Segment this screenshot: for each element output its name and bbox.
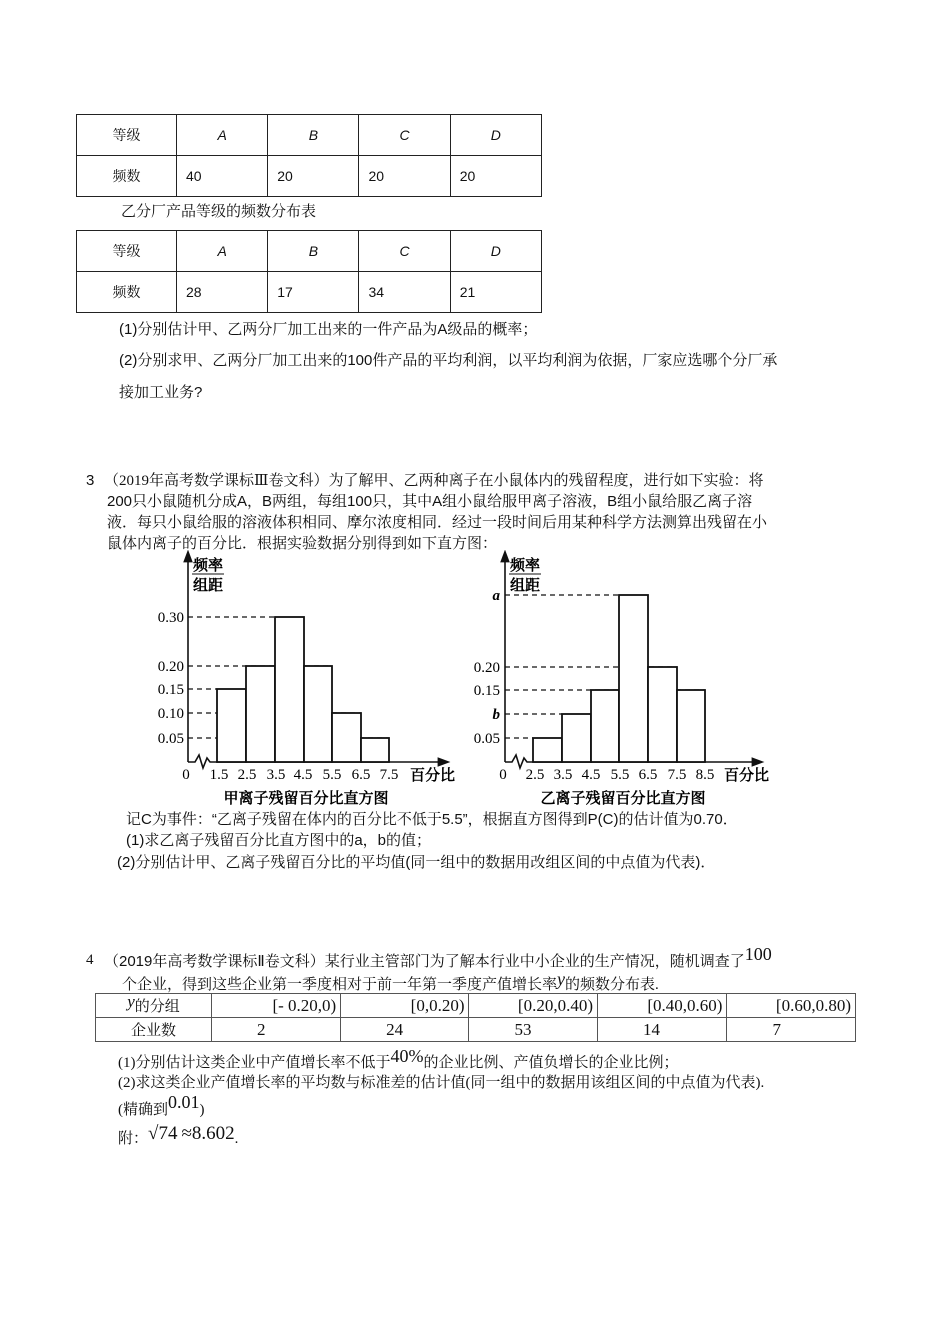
frequency-cell: 20 [450, 156, 541, 197]
row-label: 等级 [77, 115, 177, 156]
problem4-number: 4 [86, 952, 94, 968]
svg-text:5.5: 5.5 [610, 767, 630, 783]
group-cell: [0.60,0.80) [727, 994, 856, 1018]
frequency-cell: 17 [268, 272, 359, 313]
table-jia-grade-frequency [76, 114, 542, 197]
problem4-precision: (精确到0.01) [118, 1092, 205, 1118]
grade-cell: A [177, 115, 268, 156]
group-cell: [0.40,0.60) [597, 994, 726, 1018]
frequency-cell: 40 [177, 156, 268, 197]
svg-text:6.5: 6.5 [351, 767, 371, 783]
table-row [96, 994, 856, 1018]
header-label: y的分组 [96, 994, 212, 1018]
grade-cell: B [268, 115, 359, 156]
bar [304, 666, 332, 762]
bars [533, 595, 705, 762]
problem3-question-2: (2)分别估计甲、乙离子残留百分比的平均值(同一组中的数据用改组区间的中点值为代表)． [117, 854, 716, 871]
bar [648, 667, 677, 762]
frequency-cell: 28 [177, 272, 268, 313]
grade-cell: D [450, 231, 541, 272]
x-tick-labels [499, 767, 714, 783]
problem4-question-2: (2)求这类企业产值增长率的平均数与标准差的估计值(同一组中的数据用该组区间的中点值为代表). [118, 1075, 765, 1091]
svg-text:0.30: 0.30 [157, 610, 184, 626]
svg-text:0.15: 0.15 [157, 682, 184, 698]
svg-text:0.20: 0.20 [157, 659, 184, 675]
svg-text:7.5: 7.5 [379, 767, 399, 783]
y-tick-labels [474, 588, 501, 747]
x-tick-labels [182, 767, 398, 783]
problem3-line4: 鼠体内离子的百分比．根据实验数据分别得到如下直方图： [107, 535, 498, 552]
grade-cell: C [359, 231, 450, 272]
group-cell: [0,0.20) [341, 994, 469, 1018]
problem3-line1-text: 为了解甲、乙两种离子在小鼠体内的残留程度，进行如下实验：将 [328, 472, 764, 489]
table-row [77, 231, 542, 272]
percent-value: 40% [390, 1046, 424, 1066]
table-yi-grade-frequency [76, 230, 542, 313]
x-axis-label: 百分比 [724, 768, 770, 784]
y-tick-labels [158, 610, 184, 747]
bar [275, 617, 304, 762]
x-axis-label: 百分比 [410, 768, 456, 784]
precision-value: 0.01 [168, 1092, 200, 1112]
histogram-jia [140, 550, 470, 810]
problem4-source: （2019年高考数学课标Ⅱ卷文科） [104, 953, 325, 970]
grade-cell: D [450, 115, 541, 156]
table-row [77, 156, 542, 197]
svg-text:0.10: 0.10 [157, 706, 184, 722]
problem2-question-2-line1: (2)分别求甲、乙两分厂加工出来的100件产品的平均利润，以平均利润为依据，厂家应选哪个分厂承 [119, 352, 778, 369]
count-cell: 7 [727, 1018, 856, 1042]
bar [562, 714, 591, 762]
growth-rate-frequency-table [95, 993, 856, 1042]
problem4-question-1: (1)分别估计这类企业中产值增长率不低于40%的企业比例、产值负增长的企业比例； [118, 1046, 679, 1071]
problem3-line2: 200只小鼠随机分成A，B两组，每组100只，其中A组小鼠给服甲离子溶液，B组小鼠给服乙离子溶 [107, 493, 753, 510]
problem4-appendix: 附：√74 ≈8.602. [118, 1123, 239, 1147]
table-yi-caption: 乙分厂产品等级的频数分布表 [121, 204, 317, 220]
bar [217, 689, 246, 762]
table-row [96, 1018, 856, 1042]
grade-cell: C [359, 115, 450, 156]
svg-text:0: 0 [182, 767, 190, 783]
problem2-question-2-line2: 接加工业务? [119, 384, 203, 401]
table-row [77, 272, 542, 313]
variable-y: y [557, 969, 566, 989]
y-axis-label-denominator: 组距 [510, 578, 541, 594]
row-label: 频数 [77, 156, 177, 197]
svg-text:0.20: 0.20 [473, 660, 500, 676]
problem4-line1-text: 某行业主管部门为了解本行业中小企业的生产情况，随机调查了 [324, 954, 745, 970]
svg-text:1.5: 1.5 [209, 767, 229, 783]
count-cell: 14 [597, 1018, 726, 1042]
approx-value: ≈8.602 [181, 1123, 235, 1144]
group-cell: [- 0.20,0) [211, 994, 340, 1018]
problem2-question-1: (1)分别估计甲、乙两分厂加工出来的一件产品为A级品的概率； [119, 321, 538, 338]
problem3-source: （2019年高考数学课标Ⅲ卷文科） [104, 473, 329, 489]
svg-text:2.5: 2.5 [237, 767, 257, 783]
frequency-cell: 34 [359, 272, 450, 313]
frequency-cell: 20 [268, 156, 359, 197]
svg-text:0: 0 [499, 767, 507, 783]
y-axis-label-numerator: 频率 [510, 558, 541, 574]
row-label: 频数 [77, 272, 177, 313]
svg-text:8.5: 8.5 [695, 767, 715, 783]
y-axis-label-denominator: 组距 [193, 578, 224, 594]
bar [591, 690, 619, 762]
svg-text:3.5: 3.5 [266, 767, 286, 783]
svg-text:5.5: 5.5 [322, 767, 342, 783]
bar [361, 738, 389, 762]
frequency-cell: 20 [359, 156, 450, 197]
svg-text:4.5: 4.5 [581, 767, 601, 783]
bar [246, 666, 275, 762]
chart-title: 乙离子残留百分比直方图 [540, 791, 706, 807]
y-axis-label-numerator: 频率 [193, 558, 224, 574]
problem3-line3: 液．每只小鼠给服的溶液体积相同、摩尔浓度相同．经过一段时间后用某种科学方法测算出残留在小 [107, 514, 768, 531]
row-label: 等级 [77, 231, 177, 272]
bar [533, 738, 562, 762]
svg-text:4.5: 4.5 [293, 767, 313, 783]
problem4-line2 [122, 969, 659, 995]
problem3-number: 3 [86, 472, 95, 489]
svg-text:0.05: 0.05 [473, 731, 500, 747]
svg-text:0.05: 0.05 [157, 731, 184, 747]
problem4-sample-size: 100 [744, 944, 772, 964]
sqrt-expression: √74 [148, 1123, 178, 1144]
frequency-cell: 21 [450, 272, 541, 313]
svg-text:6.5: 6.5 [638, 767, 658, 783]
grade-cell: A [177, 231, 268, 272]
problem4-line2-text-a: 个企业，得到这些企业第一季度相对于前一年第一季度产值增长率 [122, 977, 558, 993]
count-cell: 53 [469, 1018, 598, 1042]
svg-text:0.15: 0.15 [473, 683, 500, 699]
chart-title: 甲离子残留百分比直方图 [223, 791, 389, 807]
problem3-question-1: (1)求乙离子残留百分比直方图中的a，b的值； [126, 832, 432, 849]
count-cell: 24 [341, 1018, 469, 1042]
group-cell: [0.20,0.40) [469, 994, 598, 1018]
count-label: 企业数 [96, 1018, 212, 1042]
svg-text:b: b [492, 707, 500, 723]
svg-text:a: a [492, 588, 500, 604]
bar [677, 690, 705, 762]
svg-text:3.5: 3.5 [553, 767, 573, 783]
table-row [77, 115, 542, 156]
bars [217, 617, 389, 762]
svg-text:7.5: 7.5 [667, 767, 687, 783]
bar [619, 595, 648, 762]
problem4-line2-text-b: 的频数分布表. [565, 977, 659, 993]
grade-cell: B [268, 231, 359, 272]
problem3-event-definition: 记C为事件：“乙离子残留在体内的百分比不低于5.5”，根据直方图得到P(C)的估计值为0.70． [126, 811, 738, 828]
svg-text:2.5: 2.5 [525, 767, 545, 783]
bar [332, 713, 361, 762]
histogram-yi [465, 550, 785, 810]
count-cell: 2 [211, 1018, 340, 1042]
problem4-line1 [104, 944, 772, 972]
problem3-line1 [104, 471, 763, 491]
